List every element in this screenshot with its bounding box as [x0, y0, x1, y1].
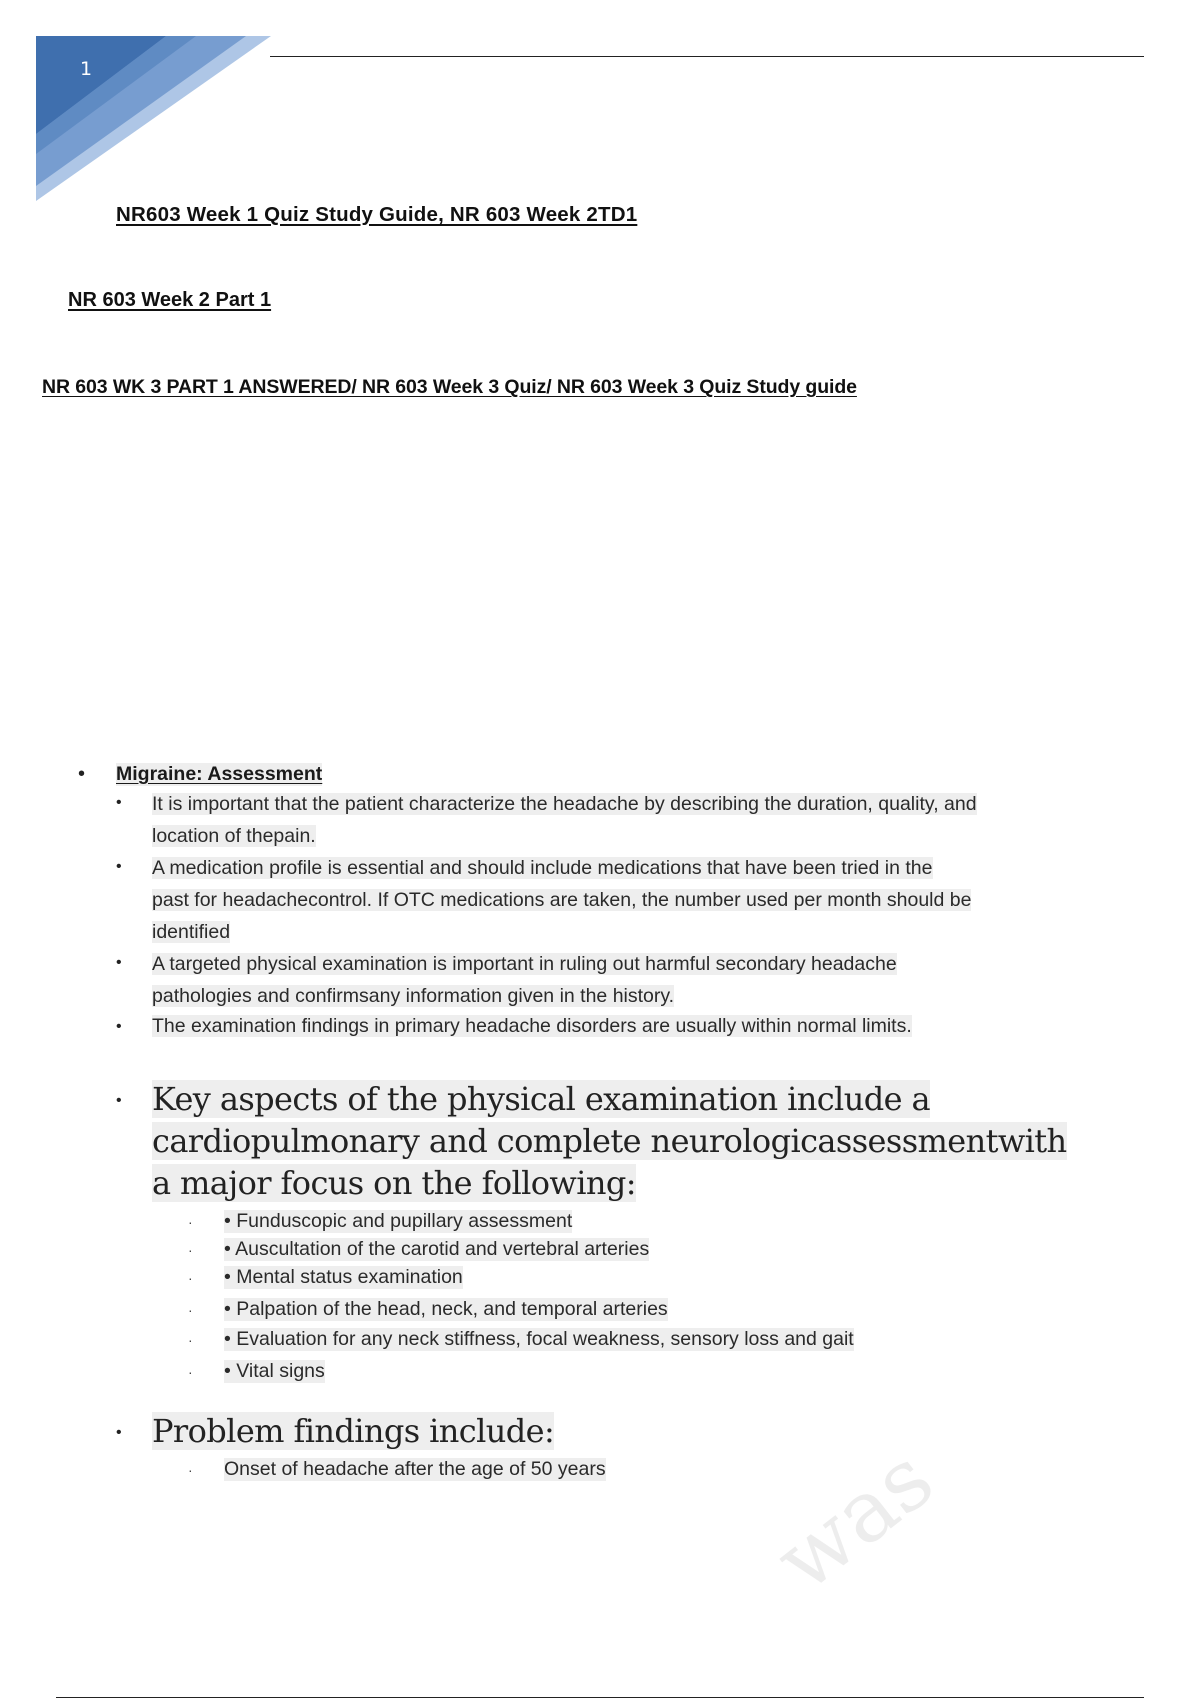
focus-item-vital-signs: • Vital signs [224, 1360, 325, 1382]
text-line: a major focus on the following: [152, 1164, 636, 1202]
key-aspects-heading [152, 1078, 1102, 1204]
text-line: cardiopulmonary and complete neurologicassessmentwith [152, 1122, 1067, 1160]
text-line: Problem findings include: [152, 1412, 555, 1450]
sub-bullet-dot: · [188, 1462, 193, 1478]
text-line: past for headachecontrol. If OTC medications are taken, the number used per month should be [152, 889, 972, 911]
migraine-bullet-2 [152, 852, 1112, 948]
section-heading-migraine: Migraine: Assessment [116, 763, 323, 785]
text-line: It is important that the patient characterize the headache by describing the duration, quality, and [152, 793, 977, 815]
focus-item-mental-status: • Mental status examination [224, 1266, 463, 1288]
sub-bullet-dot: · [188, 1214, 193, 1230]
migraine-bullet-4 [152, 1010, 1112, 1042]
text-line: The examination findings in primary headache disorders are usually within normal limits. [152, 1015, 912, 1037]
focus-item-auscultation: • Auscultation of the carotid and vertebral arteries [224, 1238, 650, 1260]
problem-findings-heading [152, 1410, 1102, 1452]
focus-item-funduscopic: • Funduscopic and pupillary assessment [224, 1210, 573, 1232]
text-line: A targeted physical examination is important in ruling out harmful secondary headache [152, 953, 897, 975]
sub-bullet-dot: · [188, 1242, 193, 1258]
migraine-bullet-3 [152, 948, 1112, 1012]
sub-bullet-dot: · [188, 1270, 193, 1286]
watermark: was [757, 1428, 952, 1612]
sub-bullet-dot: · [188, 1302, 193, 1318]
sub-bullet-dot: · [188, 1332, 193, 1348]
text-line: location of thepain. [152, 825, 316, 847]
page-number: 1 [80, 58, 93, 80]
bullet-dot: • [116, 1424, 122, 1441]
bullet-dot: • [116, 1092, 122, 1109]
title-week3-quiz: NR 603 WK 3 PART 1 ANSWERED/ NR 603 Week 3 Quiz/ NR 603 Week 3 Quiz Study guide [42, 376, 857, 398]
problem-finding-onset: Onset of headache after the age of 50 years [224, 1458, 606, 1480]
bullet-dot: • [116, 858, 122, 875]
title-week2-part1: NR 603 Week 2 Part 1 [68, 289, 272, 311]
focus-item-neck-stiffness: • Evaluation for any neck stiffness, focal weakness, sensory loss and gait [224, 1328, 854, 1350]
text-line: identified [152, 921, 231, 943]
text-line: Key aspects of the physical examination include a [152, 1080, 930, 1118]
sub-bullet-dot: · [188, 1364, 193, 1380]
bullet-dot: • [116, 1018, 122, 1035]
migraine-bullet-1 [152, 788, 1112, 852]
bullet-dot: • [116, 954, 122, 971]
text-line: A medication profile is essential and should include medications that have been tried in the [152, 857, 933, 879]
text-line: pathologies and confirmsany information given in the history. [152, 985, 675, 1007]
title-week1-quiz: NR603 Week 1 Quiz Study Guide, NR 603 Week 2TD1 [116, 203, 638, 226]
footer-rule [56, 1697, 1144, 1698]
focus-item-palpation: • Palpation of the head, neck, and temporal arteries [224, 1298, 668, 1320]
bullet-dot: • [78, 763, 86, 785]
bullet-dot: • [116, 794, 122, 811]
